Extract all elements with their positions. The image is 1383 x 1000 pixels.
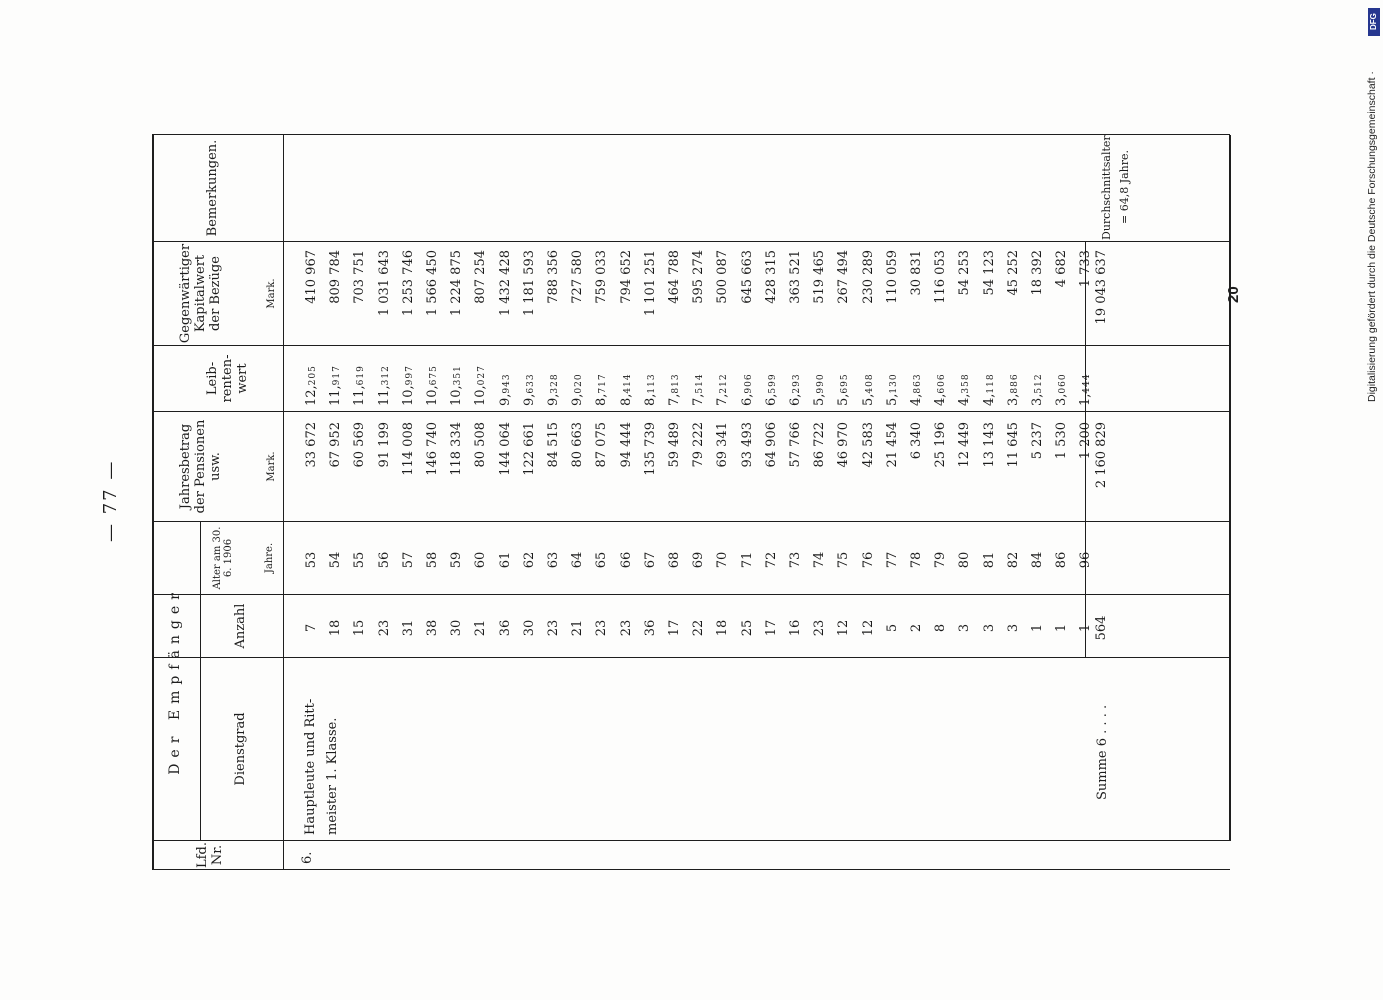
cell-alter: 73 (788, 551, 803, 569)
leib-int: 4, (957, 393, 973, 406)
leib-int: 1, (1078, 393, 1094, 406)
summe-bemerkung-2: = 64,8 Jahre. (1118, 149, 1131, 224)
summe-kapitalwert: 19 043 637 (1094, 250, 1109, 325)
cell-alter: 76 (860, 551, 876, 569)
cell-anzahl: 8 (933, 623, 949, 633)
cell-anzahl: 17 (763, 619, 779, 637)
header-group: Der Empfänger (167, 587, 183, 775)
cell-jahresbetrag: 122 661 (521, 422, 537, 476)
leib-frac: 717 (598, 373, 609, 394)
cell-anzahl: 30 (449, 619, 465, 637)
leib-int: 3, (1030, 393, 1045, 406)
leib-int: 10, (473, 385, 489, 406)
cell-anzahl: 17 (667, 619, 682, 637)
cell-jahresbetrag: 118 334 (449, 422, 465, 476)
leib-int: 11, (376, 385, 392, 406)
page-number-value: 77 (100, 487, 121, 515)
leib-int: 3, (1005, 393, 1021, 406)
cell-kapitalwert: 809 784 (328, 250, 344, 304)
cell-alter: 68 (667, 551, 682, 569)
cell-kapitalwert: 788 356 (546, 250, 561, 304)
header-alter-unit: Jahre. (264, 542, 275, 574)
cell-kapitalwert: 267 494 (836, 250, 852, 304)
leib-int: 10, (449, 385, 465, 406)
cell-anzahl: 22 (691, 619, 707, 637)
cell-jahresbetrag: 80 663 (570, 422, 586, 468)
cell-kapitalwert: 794 652 (618, 250, 634, 304)
cell-kapitalwert: 45 252 (1005, 250, 1021, 296)
cell-kapitalwert: 807 254 (473, 250, 489, 304)
cell-kapitalwert: 1 432 428 (497, 250, 513, 317)
leib-frac: 514 (695, 373, 706, 394)
summe-anzahl: 564 (1094, 615, 1109, 641)
cell-jahresbetrag: 144 064 (497, 422, 513, 476)
col-line-alter (152, 594, 1230, 595)
summe-bemerkung-1: Durchschnittsalter (1100, 135, 1113, 240)
cell-kapitalwert: 410 967 (304, 250, 319, 304)
col-line-leib (152, 411, 1230, 412)
table-top-rule (152, 135, 154, 870)
leib-frac: 118 (985, 373, 996, 394)
sheet-number: 20 (1225, 286, 1242, 303)
col-line-jahr (152, 521, 1230, 522)
header-leibrentenwert: Leib-renten-wert (205, 354, 250, 403)
cell-kapitalwert: 759 033 (594, 250, 610, 304)
cell-alter: 53 (304, 551, 319, 569)
cell-jahresbetrag: 57 766 (788, 422, 803, 468)
cell-alter: 64 (570, 551, 586, 569)
cell-kapitalwert: 1 566 450 (425, 250, 440, 317)
header-jahresbetrag-unit: Mark. (266, 451, 277, 482)
cell-anzahl: 30 (521, 619, 537, 637)
cell-alter: 60 (473, 551, 489, 569)
cell-alter: 84 (1030, 551, 1045, 569)
cell-kapitalwert: 54 253 (957, 250, 973, 296)
leib-frac: 886 (1009, 373, 1020, 394)
header-alter: Alter am 30. 6. 1906 (212, 526, 234, 590)
col-line-lfd (152, 869, 1230, 870)
cell-alter: 70 (715, 551, 731, 569)
cell-anzahl: 3 (1005, 623, 1021, 633)
leib-int: 5, (884, 393, 900, 406)
cell-jahresbetrag: 60 569 (352, 422, 368, 468)
leib-frac: 997 (404, 365, 415, 386)
cell-alter: 54 (328, 551, 344, 569)
leib-frac: 113 (646, 373, 657, 394)
col-line-anzahl (152, 657, 1230, 658)
dienstgrad-value: Hauptleute und Ritt-meister 1. Klasse. (303, 698, 340, 835)
leib-frac: 312 (380, 365, 391, 386)
cell-anzahl: 18 (328, 619, 344, 637)
cell-kapitalwert: 1 733 (1078, 250, 1094, 288)
cell-alter: 86 (1054, 551, 1070, 569)
cell-anzahl: 23 (618, 619, 634, 637)
cell-jahresbetrag: 87 075 (594, 422, 610, 468)
cell-anzahl: 12 (836, 619, 852, 637)
leib-frac: 020 (574, 373, 585, 394)
leib-int: 8, (594, 393, 610, 406)
leib-frac: 813 (671, 373, 681, 394)
cell-anzahl: 12 (860, 619, 876, 637)
cell-anzahl: 7 (304, 623, 319, 633)
leib-frac: 358 (961, 373, 972, 394)
cell-jahresbetrag: 93 493 (739, 422, 755, 468)
cell-anzahl: 3 (957, 623, 973, 633)
leib-int: 5, (836, 393, 852, 406)
cell-alter: 55 (352, 551, 368, 569)
cell-kapitalwert: 18 392 (1030, 250, 1045, 296)
cell-anzahl: 1 (1030, 623, 1045, 633)
leib-int: 8, (642, 393, 658, 406)
leib-int: 10, (400, 385, 416, 406)
cell-alter: 80 (957, 551, 973, 569)
leib-frac: 205 (308, 365, 318, 386)
cell-jahresbetrag: 42 583 (860, 422, 876, 468)
cell-kapitalwert: 519 465 (812, 250, 828, 304)
leib-frac: 512 (1034, 373, 1044, 394)
cell-alter: 59 (449, 551, 465, 569)
header-jahresbetrag: Jahresbetrag der Pensionen usw. (178, 419, 223, 514)
cell-alter: 56 (376, 551, 392, 569)
cell-alter: 61 (497, 551, 513, 569)
cell-alter: 72 (763, 551, 779, 569)
cell-anzahl: 15 (352, 619, 368, 637)
cell-alter: 81 (981, 551, 997, 569)
leib-frac: 328 (550, 373, 560, 394)
leib-int: 7, (715, 393, 731, 406)
cell-kapitalwert: 645 663 (739, 250, 755, 304)
cell-kapitalwert: 363 521 (788, 250, 803, 304)
cell-kapitalwert: 110 059 (884, 250, 900, 304)
cell-kapitalwert: 703 751 (352, 250, 368, 304)
leib-int: 7, (667, 393, 682, 406)
cell-kapitalwert: 727 580 (570, 250, 586, 304)
cell-anzahl: 21 (473, 619, 489, 637)
header-bemerkungen: Bemerkungen. (205, 139, 220, 237)
cell-alter: 57 (400, 551, 416, 569)
cell-alter: 71 (739, 551, 755, 569)
header-dienstgrad: Dienstgrad (233, 712, 248, 786)
leib-frac: 695 (840, 373, 851, 394)
cell-jahresbetrag: 33 672 (304, 422, 319, 468)
cell-jahresbetrag: 69 341 (715, 422, 731, 468)
cell-anzahl: 5 (884, 623, 900, 633)
cell-anzahl: 3 (981, 623, 997, 633)
cell-jahresbetrag: 1 530 (1054, 422, 1070, 460)
leib-int: 9, (546, 393, 561, 406)
cell-jahresbetrag: 6 340 (909, 422, 924, 460)
leib-frac: 599 (767, 373, 778, 394)
cell-jahresbetrag: 80 508 (473, 422, 489, 468)
leib-frac: 633 (525, 373, 536, 394)
cell-jahresbetrag: 25 196 (933, 422, 949, 468)
leib-int: 5, (860, 393, 876, 406)
leib-frac: 906 (743, 373, 754, 394)
cell-anzahl: 23 (594, 619, 610, 637)
cell-jahresbetrag: 79 222 (691, 422, 707, 468)
cell-anzahl: 16 (788, 619, 803, 637)
cell-anzahl: 31 (400, 619, 416, 637)
cell-anzahl: 36 (642, 619, 658, 637)
leib-int: 4, (909, 393, 924, 406)
summe-jahresbetrag: 2 160 829 (1094, 422, 1109, 489)
cell-kapitalwert: 30 831 (909, 250, 924, 296)
cell-kapitalwert: 500 087 (715, 250, 731, 304)
leib-int: 9, (521, 393, 537, 406)
leib-frac: 943 (501, 373, 512, 394)
cell-alter: 58 (425, 551, 440, 569)
cell-anzahl: 1 (1054, 623, 1070, 633)
cell-alter: 66 (618, 551, 634, 569)
cell-jahresbetrag: 59 489 (667, 422, 682, 468)
cell-alter: 62 (521, 551, 537, 569)
cell-alter: 79 (933, 551, 949, 569)
cell-alter: 82 (1005, 551, 1021, 569)
cell-jahresbetrag: 84 515 (546, 422, 561, 468)
leib-frac: 619 (356, 365, 367, 386)
leib-int: 11, (328, 385, 344, 406)
cell-kapitalwert: 4 682 (1054, 250, 1070, 288)
leib-frac: 444 (1082, 373, 1093, 394)
leib-int: 10, (425, 385, 440, 406)
cell-anzahl: 25 (739, 619, 755, 637)
cell-alter: 77 (884, 551, 900, 569)
header-lfd-nr: Lfd. Nr. (195, 842, 225, 868)
col-line-right (152, 134, 1230, 135)
cell-anzahl: 21 (570, 619, 586, 637)
cell-kapitalwert: 1 181 593 (521, 250, 537, 317)
cell-kapitalwert: 1 031 643 (376, 250, 392, 317)
cell-jahresbetrag: 146 740 (425, 422, 440, 476)
leib-int: 11, (352, 385, 368, 406)
header-kapitalwert: Gegenwärtiger Kapitalwert der Bezüge (178, 243, 223, 344)
dfg-stamp-text: Digitalisierung gefördert durch die Deutsche Forschungsgemeinschaft · (1366, 71, 1378, 402)
leib-int: 8, (618, 393, 634, 406)
leib-int: 3, (1054, 393, 1070, 406)
cell-kapitalwert: 428 315 (763, 250, 779, 304)
leib-frac: 917 (332, 365, 343, 386)
leib-int: 6, (763, 393, 779, 406)
cell-anzahl: 18 (715, 619, 731, 637)
col-line-bem (152, 241, 1230, 242)
cell-alter: 78 (909, 551, 924, 569)
cell-anzahl: 23 (812, 619, 828, 637)
leib-frac: 293 (792, 373, 802, 394)
lfd-nr-value: 6. (300, 851, 315, 864)
cell-kapitalwert: 1 101 251 (642, 250, 658, 317)
cell-jahresbetrag: 86 722 (812, 422, 828, 468)
cell-alter: 63 (546, 551, 561, 569)
cell-alter: 65 (594, 551, 610, 569)
cell-alter: 96 (1078, 551, 1094, 569)
cell-jahresbetrag: 94 444 (618, 422, 634, 468)
cell-kapitalwert: 230 289 (860, 250, 876, 304)
leib-frac: 606 (937, 373, 948, 394)
cell-kapitalwert: 116 053 (933, 250, 949, 304)
leib-frac: 414 (622, 373, 633, 394)
cell-kapitalwert: 1 224 875 (449, 250, 465, 317)
header-rule (283, 135, 284, 870)
leib-int: 4, (981, 393, 997, 406)
cell-alter: 67 (642, 551, 658, 569)
summe-label: Summe 6 . . . . (1095, 704, 1110, 800)
cell-jahresbetrag: 21 454 (884, 422, 900, 468)
cell-alter: 75 (836, 551, 852, 569)
cell-anzahl: 2 (909, 623, 924, 633)
cell-alter: 74 (812, 551, 828, 569)
leib-int: 4, (933, 393, 949, 406)
cell-jahresbetrag: 64 906 (763, 422, 779, 468)
header-kapitalwert-unit: Mark. (266, 278, 277, 309)
cell-anzahl: 1 (1078, 623, 1094, 633)
cell-jahresbetrag: 13 143 (981, 422, 997, 468)
leib-frac: 990 (816, 373, 827, 394)
cell-anzahl: 36 (497, 619, 513, 637)
leib-frac: 351 (453, 365, 464, 386)
leib-frac: 130 (888, 373, 899, 394)
cell-anzahl: 38 (425, 619, 440, 637)
cell-kapitalwert: 595 274 (691, 250, 707, 304)
leib-frac: 212 (719, 373, 730, 394)
page-number: — 77 — (100, 459, 121, 542)
cell-kapitalwert: 464 788 (667, 250, 682, 304)
leib-frac: 060 (1058, 373, 1069, 394)
cell-jahresbetrag: 5 237 (1030, 422, 1045, 460)
header-anzahl: Anzahl (233, 603, 248, 649)
cell-jahresbetrag: 67 952 (328, 422, 344, 468)
cell-anzahl: 23 (376, 619, 392, 637)
leib-int: 5, (812, 393, 828, 406)
cell-anzahl: 23 (546, 619, 561, 637)
leib-frac: 675 (429, 365, 439, 386)
cell-jahresbetrag: 91 199 (376, 422, 392, 468)
leib-int: 12, (304, 385, 319, 406)
dfg-logo: DFG (1368, 8, 1380, 36)
cell-kapitalwert: 54 123 (981, 250, 997, 296)
leib-int: 7, (691, 393, 707, 406)
leib-int: 6, (788, 393, 803, 406)
cell-kapitalwert: 1 253 746 (400, 250, 416, 317)
cell-jahresbetrag: 11 645 (1005, 422, 1021, 468)
group-rule (200, 522, 201, 841)
leib-int: 9, (570, 393, 586, 406)
cell-jahresbetrag: 1 200 (1078, 422, 1094, 460)
leib-int: 9, (497, 393, 513, 406)
cell-alter: 69 (691, 551, 707, 569)
leib-frac: 408 (864, 373, 875, 394)
cell-jahresbetrag: 12 449 (957, 422, 973, 468)
cell-jahresbetrag: 135 739 (642, 422, 658, 476)
cell-jahresbetrag: 114 008 (400, 422, 416, 476)
leib-frac: 027 (477, 365, 488, 386)
cell-jahresbetrag: 46 970 (836, 422, 852, 468)
col-line-dienstgrad (152, 840, 1230, 841)
leib-frac: 863 (913, 373, 923, 394)
leib-int: 6, (739, 393, 755, 406)
